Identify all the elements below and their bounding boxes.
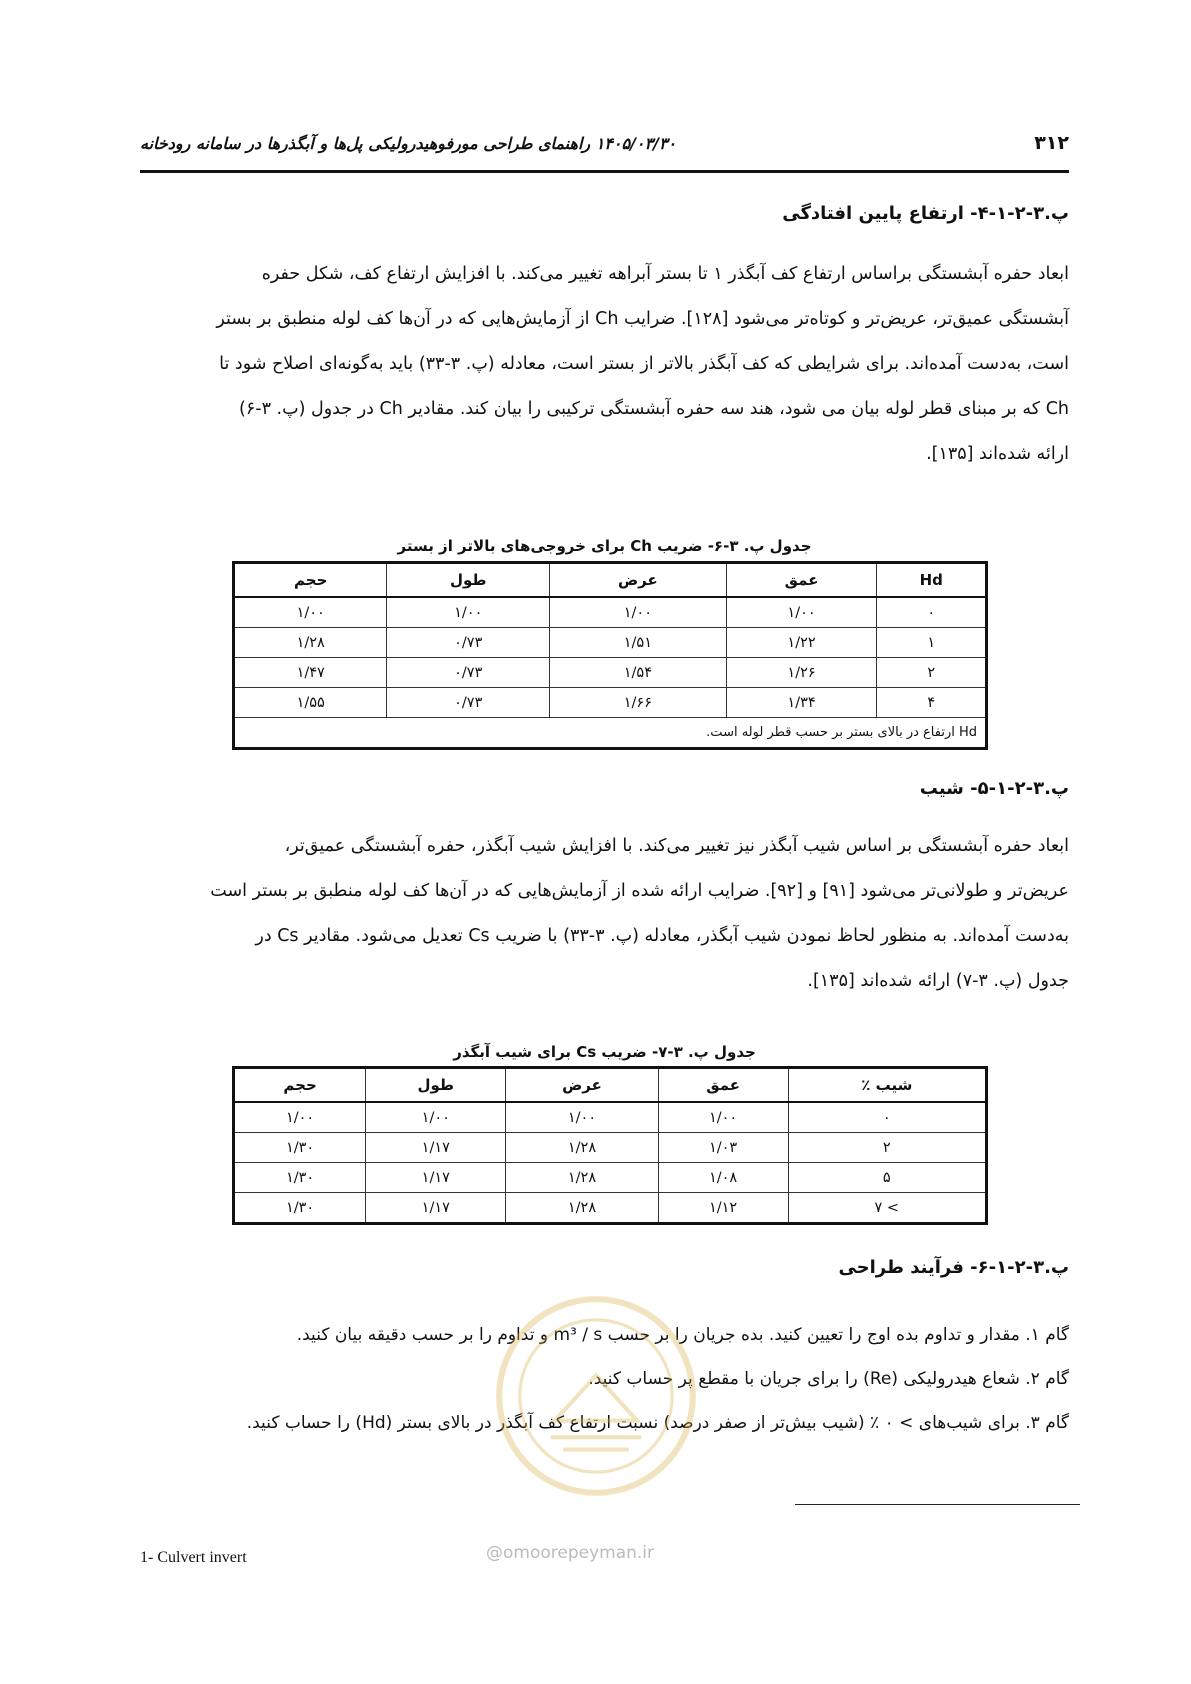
table-cell: ۱/۶۶ xyxy=(550,688,727,718)
table-cell: ۱/۵۵ xyxy=(234,688,387,718)
table-cell: ۴ xyxy=(877,688,987,718)
table-cell: ۱/۵۱ xyxy=(550,628,727,658)
table-header-row xyxy=(234,563,987,598)
table-row xyxy=(234,597,987,628)
table-cell: ۱/۱۷ xyxy=(366,1193,506,1224)
table-row xyxy=(234,658,987,688)
table-cell: ۱/۰۳ xyxy=(658,1133,788,1163)
paragraph-line: به‌دست آمده‌اند. به منظور لحاظ نمودن شیب آبگذر، معادله (پ. ۳-۳۳) با ضریب Cs تعدیل می‌شود. مقادیر Cs در xyxy=(255,926,1069,946)
table-cell: ۱/۰۰ xyxy=(726,597,877,628)
section-heading: پ.۳-۲-۱-۵- شیب xyxy=(919,778,1069,799)
design-step: گام ۲. شعاع هیدرولیکی (Re) را برای جریان با مقطع پر حساب کنید. xyxy=(588,1369,1069,1389)
table-cell: ۱/۲۸ xyxy=(234,628,387,658)
watermark-seal-icon xyxy=(493,1293,699,1499)
table-cell: ۱/۰۸ xyxy=(658,1163,788,1193)
paragraph-line: جدول (پ. ۳-۷) ارائه شده‌اند [۱۳۵]. xyxy=(807,971,1069,991)
table-row xyxy=(234,688,987,718)
table-cell: ۵ xyxy=(788,1163,986,1193)
column-header: طول xyxy=(387,563,550,598)
table-cell: ۲ xyxy=(877,658,987,688)
page-header xyxy=(140,126,1069,173)
running-title: ۱۴۰۵/۰۳/۳۰ راهنمای طراحی مورفوهیدرولیکی پل‌ها و آبگذرها در سامانه رودخانه xyxy=(140,134,677,153)
column-header: عمق xyxy=(658,1068,788,1103)
table-caption: جدول پ. ۳-۷- ضریب Cs برای شیب آبگذر xyxy=(453,1043,756,1061)
table-cell: ۱ xyxy=(877,628,987,658)
section-heading: پ.۳-۲-۱-۴- ارتفاع پایین افتادگی xyxy=(782,203,1069,224)
table-cell: ۱/۱۲ xyxy=(658,1193,788,1224)
column-header: حجم xyxy=(234,1068,366,1103)
table-cell: ۱/۲۸ xyxy=(506,1193,658,1224)
column-header: شیب ٪ xyxy=(788,1068,986,1103)
column-header: حجم xyxy=(234,563,387,598)
table-header-row xyxy=(234,1068,987,1103)
table-cell: ۰ xyxy=(788,1102,986,1133)
column-header: عرض xyxy=(550,563,727,598)
paragraph-line: آبشستگی عمیق‌تر، عریض‌تر و کوتاه‌تر می‌شود [۱۲۸]. ضرایب Ch از آزمایش‌هایی که در آن‌ها کف لوله منطبق بر بستر xyxy=(216,309,1069,329)
cs-coefficient-table xyxy=(232,1066,988,1225)
paragraph-line: ابعاد حفره آبشستگی بر اساس شیب آبگذر نیز تغییر می‌کند. با افزایش شیب آبگذر، حفره آبشستگی عمیق‌تر، xyxy=(284,836,1069,856)
table-cell: ۰ xyxy=(877,597,987,628)
table-row xyxy=(234,1133,987,1163)
paragraph-slope xyxy=(140,824,1069,1004)
ch-coefficient-table xyxy=(232,561,988,750)
column-header: عرض xyxy=(506,1068,658,1103)
paragraph-invert-height xyxy=(140,252,1069,477)
table-cell: ۱/۲۸ xyxy=(506,1163,658,1193)
table-cell: ۱/۳۰ xyxy=(234,1133,366,1163)
table-cell: ۱/۵۴ xyxy=(550,658,727,688)
table-cell: ۱/۲۶ xyxy=(726,658,877,688)
column-header: Hd xyxy=(877,563,987,598)
table-row xyxy=(234,1163,987,1193)
table-cell: ۱/۰۰ xyxy=(550,597,727,628)
table-row xyxy=(234,1193,987,1224)
table-cell: > ۷ xyxy=(788,1193,986,1224)
table-note-row xyxy=(234,718,987,749)
table-cell: ۰/۷۳ xyxy=(387,658,550,688)
watermark-text: @omoorepeyman.ir xyxy=(486,1543,655,1563)
table-cell: ۱/۴۷ xyxy=(234,658,387,688)
table-row xyxy=(234,628,987,658)
table-cell: ۱/۰۰ xyxy=(506,1102,658,1133)
table-cell: ۱/۲۸ xyxy=(506,1133,658,1163)
table-caption: جدول پ. ۳-۶- ضریب Ch برای خروجی‌های بالاتر از بستر xyxy=(397,537,812,555)
footnote: 1- Culvert invert xyxy=(140,1549,247,1566)
table-cell: ۰/۷۳ xyxy=(387,688,550,718)
table-cell: ۱/۰۰ xyxy=(387,597,550,628)
paragraph-line: عریض‌تر و طولانی‌تر می‌شود [۹۱] و [۹۲]. ضرایب ارائه شده از آزمایش‌هایی که در آن‌ها کف لوله منطبق بر بستر است xyxy=(210,881,1069,901)
table-cell: ۱/۰۰ xyxy=(234,597,387,628)
footnote-divider xyxy=(795,1504,1080,1505)
design-step: گام ۳. برای شیب‌های > ۰ ٪ (شیب بیش‌تر از صفر درصد) نسبت ارتفاع کف آبگذر در بالای بستر (Hd) را حساب کنید. xyxy=(246,1413,1069,1433)
table-cell: ۱/۰۰ xyxy=(658,1102,788,1133)
paragraph-line: ابعاد حفره آبشستگی براساس ارتفاع کف آبگذر ۱ تا بستر آبراهه تغییر می‌کند. با افزایش ارتفاع کف، شکل حفره xyxy=(261,264,1069,284)
design-step: گام ۱. مقدار و تداوم بده اوج را تعیین کنید. بده جریان را بر حسب m³ / s و تداوم را بر حسب دقیقه بیان کنید. xyxy=(296,1325,1069,1345)
table-cell: ۱/۲۲ xyxy=(726,628,877,658)
column-header: طول xyxy=(366,1068,506,1103)
table-cell: ۱/۳۰ xyxy=(234,1193,366,1224)
paragraph-line: Ch که بر مبنای قطر لوله بیان می شود، هند سه حفره آبشستگی ترکیبی را بیان کند. مقادیر Ch در جدول (پ. ۳-۶) xyxy=(239,399,1069,419)
paragraph-line: است، به‌دست آمده‌اند. برای شرایطی که کف آبگذر بالاتر از بستر است، معادله (پ. ۳-۳۳) باید به‌گونه‌ای اصلاح شود تا xyxy=(219,354,1069,374)
paragraph-line: ارائه شده‌اند [۱۳۵]. xyxy=(926,444,1069,464)
table-note: Hd ارتفاع در بالای بستر بر حسب قطر لوله است. xyxy=(234,718,987,749)
table-cell: ۱/۳۴ xyxy=(726,688,877,718)
table-cell: ۱/۳۰ xyxy=(234,1163,366,1193)
table-cell: ۰/۷۳ xyxy=(387,628,550,658)
table-cell: ۱/۰۰ xyxy=(366,1102,506,1133)
section-heading: پ.۳-۲-۱-۶- فرآیند طراحی xyxy=(838,1257,1069,1278)
page-number: ۳۱۲ xyxy=(1034,132,1069,154)
table-cell: ۲ xyxy=(788,1133,986,1163)
column-header: عمق xyxy=(726,563,877,598)
table-cell: ۱/۱۷ xyxy=(366,1133,506,1163)
table-cell: ۱/۱۷ xyxy=(366,1163,506,1193)
table-row xyxy=(234,1102,987,1133)
table-cell: ۱/۰۰ xyxy=(234,1102,366,1133)
